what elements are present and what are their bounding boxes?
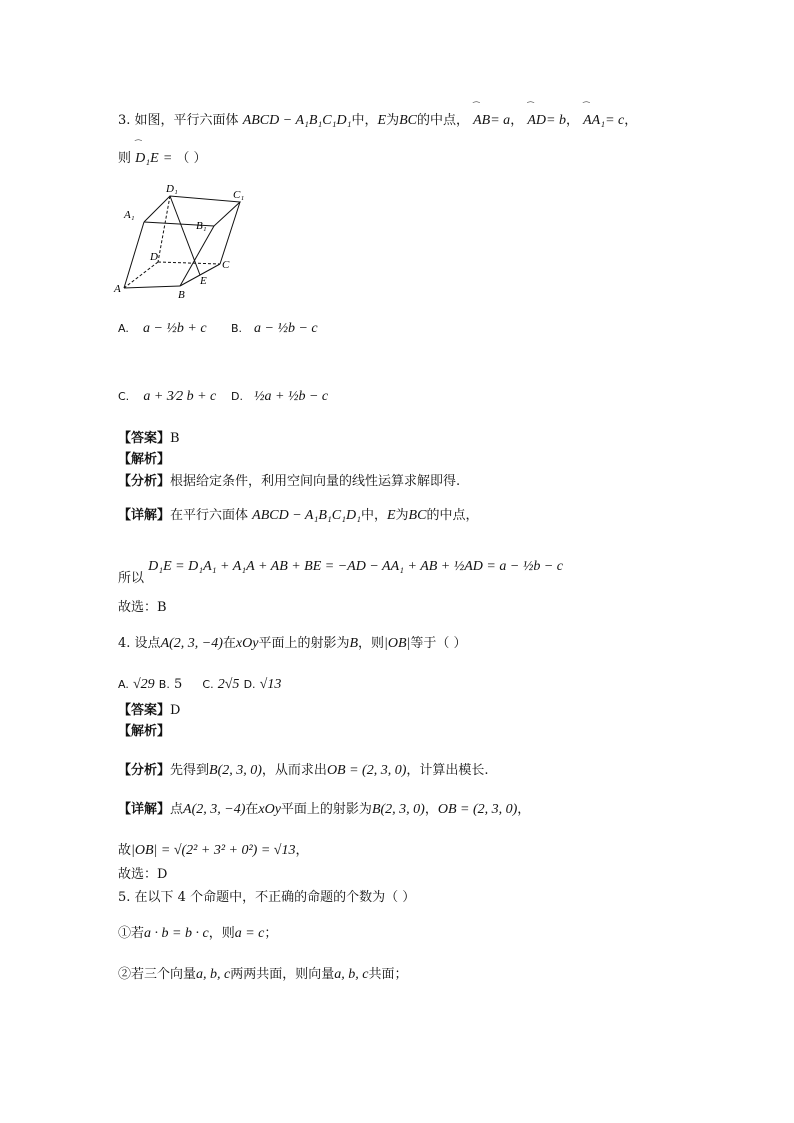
label-d: D: [150, 251, 158, 263]
q3-options-row2: [118, 388, 329, 406]
option-d-expr: ½a + ½b − c: [254, 389, 329, 404]
q3-equals: =: [162, 151, 173, 166]
label-c: C: [222, 259, 230, 271]
q3-options-row1: [118, 320, 318, 338]
q3-xiangjie: 【详解】在平行六面体 ABCD − A₁B₁C₁D₁中，E为BC的中点，: [118, 508, 479, 523]
q4-xiangjie: 【详解】点A(2, 3, −4)在xOy平面上的射影为B(2, 3, 0)，OB = (2, 3, 0)，: [118, 802, 531, 817]
q3-ad-value: = b: [546, 113, 566, 128]
label-a: A: [114, 283, 121, 295]
parallelepiped-figure: [112, 180, 252, 300]
q3-segment-bc: BC: [399, 113, 417, 128]
q3-stem: 3. 如图，平行六面体 ABCD − A₁B₁C₁D₁中，E为BC的中点， ⁀ AB= a， ⁀ AD= b， ⁀ AA₁= c，: [118, 102, 638, 128]
q5-stem: 5. 在以下 4 个命题中，不正确的命题的个数为（ ）: [118, 890, 416, 905]
q4-option-d-label: D.: [243, 678, 256, 691]
label-b: B: [178, 289, 185, 300]
q4-option-d-expr: √13: [259, 677, 282, 692]
q3-guxuan: 故选：B: [118, 600, 167, 615]
q3-fenxi: 【分析】根据给定条件，利用空间向量的线性运算求解即得.: [118, 474, 461, 489]
q3-stem-line2: [118, 140, 207, 168]
option-c-expr: a + 3⁄2 b + c: [143, 389, 217, 404]
q4-options: [118, 676, 281, 694]
q3-prefix: 如图，平行六面体: [134, 113, 239, 128]
q3-text: 则: [118, 151, 132, 166]
q3-answer-blank: （ ）: [176, 151, 207, 166]
label-e: E: [200, 275, 207, 287]
q4-answer: 【答案】D: [118, 703, 181, 718]
q5-item1: ①若a · b = b · c，则a = c；: [118, 926, 278, 941]
q3-text: 的中点，: [416, 113, 469, 128]
option-a-label: A.: [118, 322, 129, 335]
option-a-expr: a − ½b + c: [142, 321, 207, 336]
label-a1: A₁: [124, 209, 135, 221]
q3-solid-name: ABCD − A₁B₁C₁D₁: [242, 113, 352, 128]
vector-ad: ⁀ AD: [527, 102, 546, 128]
q5-item2: ②若三个向量a, b, c两两共面，则向量a, b, c共面；: [118, 967, 408, 982]
q3-suoyi: 所以: [118, 571, 145, 586]
vector-aa1: ⁀ AA₁: [583, 102, 606, 128]
option-b-expr: a − ½b − c: [254, 321, 318, 336]
question-number: 3.: [118, 113, 131, 128]
q3-derivation-expr: D₁E = D₁A₁ + A₁A + AB + BE = −AD − AA₁ + AB + ½AD = a − ½b − c: [148, 559, 563, 574]
q4-analysis-tag: 【解析】: [118, 724, 171, 739]
label-c1: C₁: [233, 189, 245, 201]
q4-option-b-label: B.: [158, 678, 170, 691]
q3-text: 为: [386, 113, 400, 128]
label-d1: D₁: [166, 183, 178, 195]
q4-option-c-label: C.: [202, 678, 214, 691]
option-c-label: C.: [118, 390, 130, 403]
q4-option-a-label: A.: [118, 678, 129, 691]
q4-fenxi: 【分析】先得到B(2, 3, 0)，从而求出OB = (2, 3, 0)，计算出模长.: [118, 763, 489, 778]
q4-mod: 故|OB| = √(2² + 3² + 0²) = √13，: [118, 843, 309, 858]
q4-stem: 4. 设点A(2, 3, −4)在xOy平面上的射影为B，则|OB|等于（ ）: [118, 636, 467, 651]
option-b-label: B.: [231, 322, 243, 335]
vector-ab: ⁀ AB: [473, 102, 491, 128]
q4-guxuan: 故选：D: [118, 867, 168, 882]
q3-aa1-value: = c: [605, 113, 625, 128]
label-b1: B₁: [196, 220, 207, 232]
q3-answer: 【答案】B: [118, 431, 180, 446]
option-d-label: D.: [231, 390, 243, 403]
q3-derivation: [118, 559, 563, 588]
q3-analysis-tag: 【解析】: [118, 452, 171, 467]
q4-option-a-expr: √29: [132, 677, 155, 692]
q3-point-e: E: [377, 113, 387, 128]
q3-text: 中，: [351, 113, 378, 128]
vector-d1e: ⁀ D₁E: [135, 140, 159, 166]
q4-option-b-expr: 5: [173, 677, 183, 692]
q4-option-c-expr: 2√5: [217, 677, 240, 692]
q3-ab-value: = a: [490, 113, 511, 128]
